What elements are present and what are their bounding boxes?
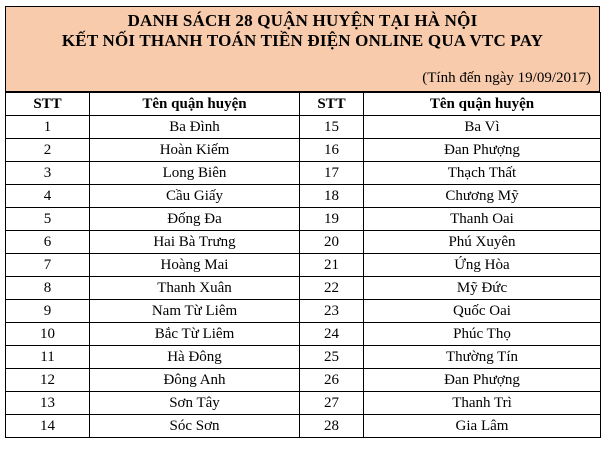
- table-row: [6, 300, 601, 323]
- district-name-cell: Thường Tín: [364, 346, 601, 369]
- district-name-cell: Đông Anh: [90, 369, 300, 392]
- district-table: [5, 92, 601, 438]
- district-name-cell: Phúc Thọ: [364, 323, 601, 346]
- district-name-cell: Gia Lâm: [364, 415, 601, 438]
- table-row: [6, 254, 601, 277]
- column-header-district-right: Tên quận huyện: [364, 93, 601, 116]
- stt-cell: 3: [6, 162, 90, 185]
- district-name-cell: Chương Mỹ: [364, 185, 601, 208]
- stt-cell: 17: [300, 162, 364, 185]
- district-name-cell: Đan Phượng: [364, 369, 601, 392]
- table-row: [6, 231, 601, 254]
- stt-cell: 4: [6, 185, 90, 208]
- stt-cell: 5: [6, 208, 90, 231]
- table-header-row: [6, 93, 601, 116]
- table-row: [6, 139, 601, 162]
- stt-cell: 10: [6, 323, 90, 346]
- title-line-2: KẾT NỐI THANH TOÁN TIỀN ĐIỆN ONLINE QUA VTC PAY: [61, 31, 544, 50]
- stt-cell: 20: [300, 231, 364, 254]
- district-name-cell: Hà Đông: [90, 346, 300, 369]
- district-name-cell: Ba Vì: [364, 116, 601, 139]
- table-row: [6, 369, 601, 392]
- district-list-sheet: [5, 6, 600, 438]
- stt-cell: 11: [6, 346, 90, 369]
- stt-cell: 19: [300, 208, 364, 231]
- stt-cell: 7: [6, 254, 90, 277]
- stt-cell: 1: [6, 116, 90, 139]
- stt-cell: 21: [300, 254, 364, 277]
- district-name-cell: Phú Xuyên: [364, 231, 601, 254]
- stt-cell: 15: [300, 116, 364, 139]
- table-row: [6, 185, 601, 208]
- district-name-cell: Long Biên: [90, 162, 300, 185]
- district-name-cell: Ba Đình: [90, 116, 300, 139]
- stt-cell: 23: [300, 300, 364, 323]
- district-name-cell: Đống Đa: [90, 208, 300, 231]
- column-header-district-left: Tên quận huyện: [90, 93, 300, 116]
- header-banner: [5, 6, 600, 92]
- stt-cell: 16: [300, 139, 364, 162]
- district-name-cell: Quốc Oai: [364, 300, 601, 323]
- district-name-cell: Ứng Hòa: [364, 254, 601, 277]
- district-name-cell: Đan Phượng: [364, 139, 601, 162]
- table-row: [6, 346, 601, 369]
- table-row: [6, 208, 601, 231]
- stt-cell: 12: [6, 369, 90, 392]
- district-name-cell: Bắc Từ Liêm: [90, 323, 300, 346]
- district-name-cell: Sóc Sơn: [90, 415, 300, 438]
- district-name-cell: Cầu Giấy: [90, 185, 300, 208]
- stt-cell: 13: [6, 392, 90, 415]
- district-name-cell: Thanh Xuân: [90, 277, 300, 300]
- column-header-stt-right: STT: [300, 93, 364, 116]
- table-row: [6, 116, 601, 139]
- stt-cell: 26: [300, 369, 364, 392]
- district-name-cell: Hoàn Kiếm: [90, 139, 300, 162]
- title-line-1: DANH SÁCH 28 QUẬN HUYỆN TẠI HÀ NỘI: [127, 11, 478, 30]
- district-name-cell: Thanh Oai: [364, 208, 601, 231]
- district-name-cell: Thạch Thất: [364, 162, 601, 185]
- stt-cell: 8: [6, 277, 90, 300]
- stt-cell: 6: [6, 231, 90, 254]
- stt-cell: 24: [300, 323, 364, 346]
- stt-cell: 22: [300, 277, 364, 300]
- column-header-stt-left: STT: [6, 93, 90, 116]
- table-row: [6, 415, 601, 438]
- table-row: [6, 323, 601, 346]
- table-row: [6, 277, 601, 300]
- district-name-cell: Hai Bà Trưng: [90, 231, 300, 254]
- stt-cell: 2: [6, 139, 90, 162]
- table-row: [6, 162, 601, 185]
- table-body: [6, 116, 601, 438]
- table-row: [6, 392, 601, 415]
- stt-cell: 9: [6, 300, 90, 323]
- stt-cell: 18: [300, 185, 364, 208]
- stt-cell: 28: [300, 415, 364, 438]
- district-name-cell: Nam Từ Liêm: [90, 300, 300, 323]
- district-name-cell: Mỹ Đức: [364, 277, 601, 300]
- district-name-cell: Hoàng Mai: [90, 254, 300, 277]
- as-of-date: (Tính đến ngày 19/09/2017): [422, 70, 591, 86]
- stt-cell: 25: [300, 346, 364, 369]
- stt-cell: 27: [300, 392, 364, 415]
- district-name-cell: Sơn Tây: [90, 392, 300, 415]
- stt-cell: 14: [6, 415, 90, 438]
- district-name-cell: Thanh Trì: [364, 392, 601, 415]
